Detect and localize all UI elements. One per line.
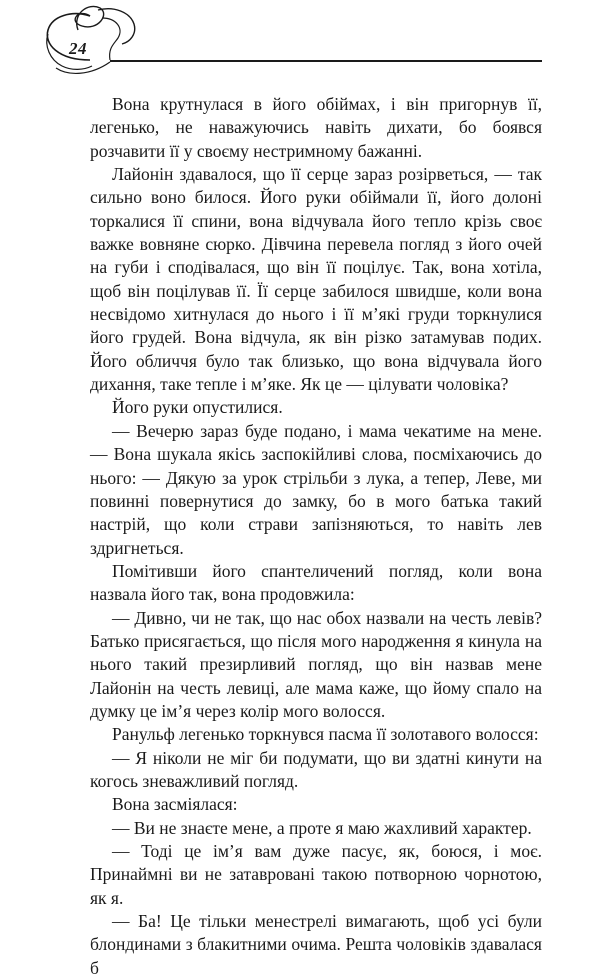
body-text: [90, 93, 542, 980]
paragraph: Його руки опустилися.: [112, 397, 283, 418]
paragraph: Лайонін здавалося, що її серце зараз розірветься, — так сильно воно билося. Його руки обіймали її, його долоні торкалися її спини, вона відчувала його тепло крізь своє важке вовняне сюрко. Дівчина перевела погляд з його очей на губи і сподівалася, що він її поцілує. Так, вона хотіла, щоб він поцілував її. Її серце забилося швидше, коли вона несвідомо хитнулася до нього і її м’які груди торкнулися його грудей. Вона відчула, як він різко затамував подих. Його обличчя було так близько, що вона відчувала його дихання, таке тепле і м’яке. Як це — цілувати чоловіка?: [90, 164, 542, 395]
paragraph: Вона крутнулася в його обіймах, і він пригорнув її, легенько, не наважуючись навіть дихати, бо боявся розчавити її у своєму нестримному бажанні.: [90, 94, 542, 161]
page-number: 24: [69, 39, 87, 58]
page-header: [0, 0, 600, 80]
paragraph: Помітивши його спантеличений погляд, коли вона назвала його так, вона продовжила:: [90, 560, 542, 605]
paragraph: — Ви не знаєте мене, а проте я маю жахливий характер.: [112, 817, 532, 838]
paragraph: Ранульф легенько торкнувся пасма її золотавого волосся:: [112, 724, 539, 745]
paragraph: — Ба! Це тільки менестрелі вимагають, щоб усі були блондинами з блакитними очима. Решта чоловіків здавалася б: [90, 911, 542, 978]
paragraph: Вона засміялася:: [112, 794, 238, 815]
header-rule: [110, 60, 542, 62]
paragraph: — Дивно, чи не так, що нас обох назвали на честь левів? Батько присягається, що після мого народження я кинула на нього такий презирливий погляд, що він назвав мене Лайонін на честь левиці, але мама каже, що йому спало на думку це ім’я через колір мого волосся.: [90, 607, 542, 721]
paragraph: — Тоді це ім’я вам дуже пасує, як, боюся, і моє. Принаймні ви не затавровані такою потворною чорнотою, як я.: [90, 841, 542, 908]
paragraph: — Я ніколи не міг би подумати, що ви здатні кинути на когось зневажливий погляд.: [90, 747, 542, 791]
paragraph: — Вечерю зараз буде подано, і мама чекатиме на мене. — Вона шукала якісь заспокійливі слова, посміхаючись до нього: — Дякую за урок стрільби з лука, а тепер, Леве, ми повинні повернутися до замку, бо в мого батька такий настрій, що коли страви запізняються, то навіть лев здригнеться.: [90, 420, 542, 558]
flourish-ornament-icon: [38, 4, 148, 76]
